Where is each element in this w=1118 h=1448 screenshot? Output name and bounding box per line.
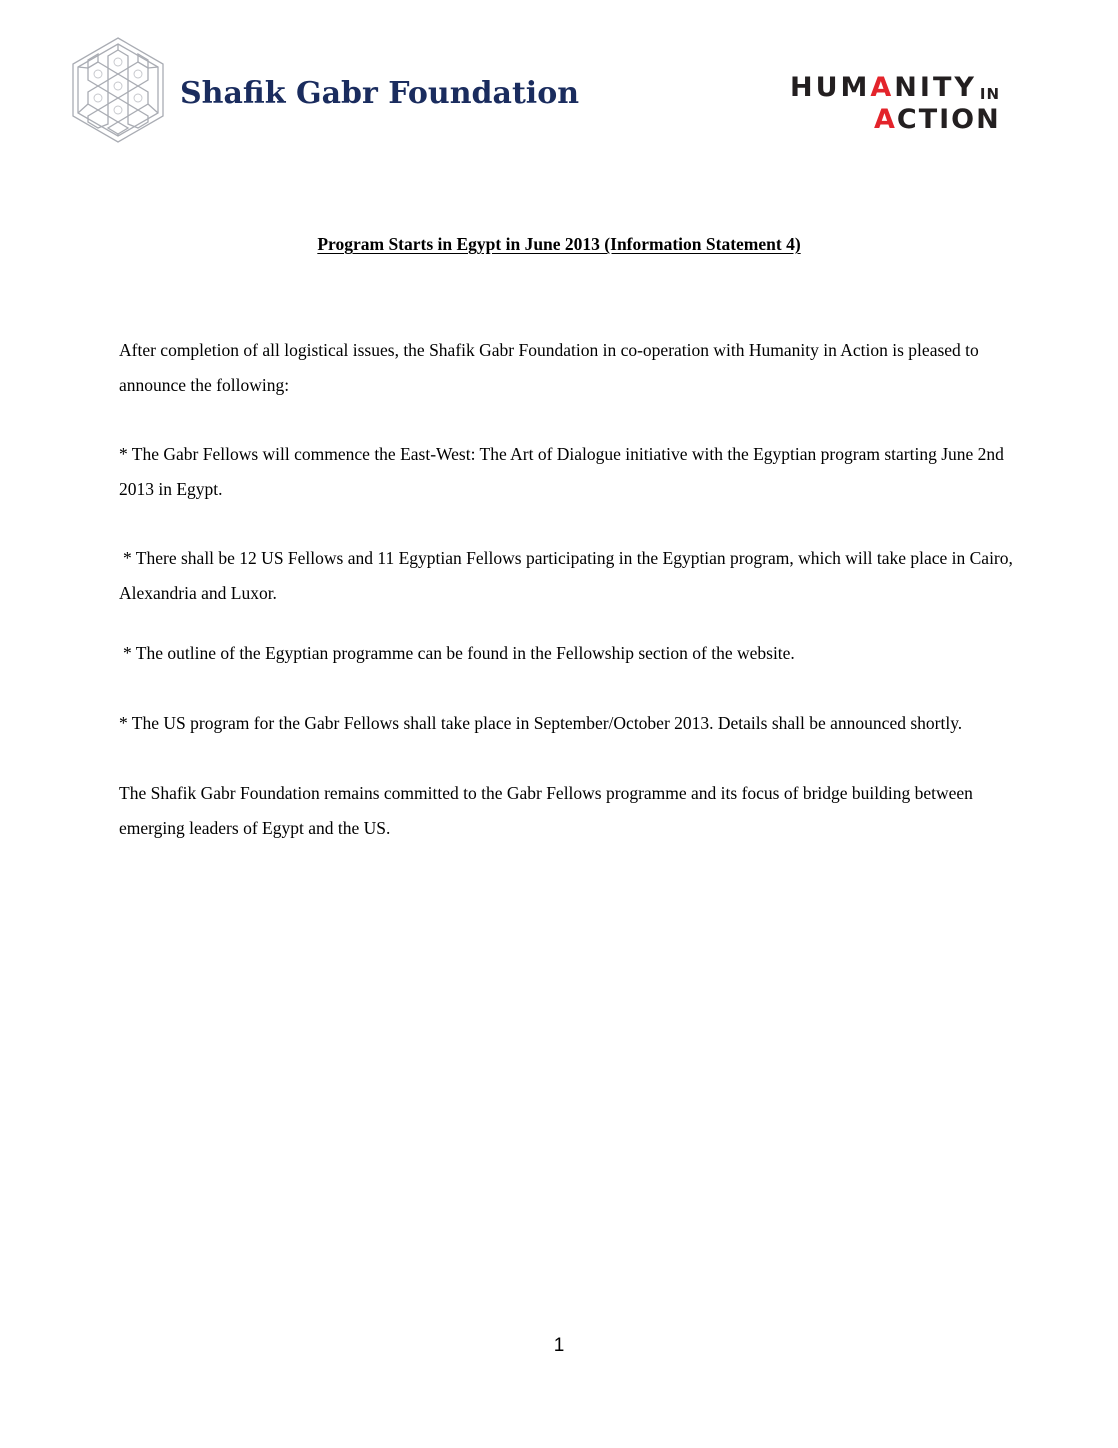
hexagon-lattice-icon xyxy=(70,36,166,144)
document-title: Program Starts in Egypt in June 2013 (Information Statement 4) xyxy=(317,234,801,254)
logo-line-humanity xyxy=(790,74,1000,102)
logo-accent-a-action: A xyxy=(874,104,897,135)
logo-text-ction: CTION xyxy=(896,104,1001,135)
page-number: 1 xyxy=(553,1335,565,1356)
logo-text-in: IN xyxy=(979,85,1001,103)
bullet-paragraph-3: * The outline of the Egyptian programme can be found in the Fellowship section of the website. xyxy=(123,643,795,663)
shafik-gabr-foundation-logo xyxy=(70,36,580,146)
humanity-in-action-logo xyxy=(790,68,1030,138)
bullet-paragraph-4: * The US program for the Gabr Fellows shall take place in September/October 2013. Details shall be announced shortly. xyxy=(119,713,963,733)
logo-line-action xyxy=(874,106,1001,133)
document-body xyxy=(119,333,1034,846)
foundation-name: Shafik Gabr Foundation xyxy=(180,76,580,111)
logo-text-nity: NITY xyxy=(894,72,977,103)
logo-accent-a: A xyxy=(870,72,895,103)
logo-text-hum: HUM xyxy=(790,72,871,103)
closing-paragraph: The Shafik Gabr Foundation remains committed to the Gabr Fellows programme and its focus of bridge building between emerging leaders of Egypt and the US. xyxy=(119,783,973,838)
bullet-paragraph-2: * There shall be 12 US Fellows and 11 Egyptian Fellows participating in the Egyptian program, which will take place in Cairo, Alexandria and Luxor. xyxy=(119,548,1013,603)
bullet-paragraph-1: * The Gabr Fellows will commence the East-West: The Art of Dialogue initiative with the Egyptian program starting June 2nd 2013 in Egypt. xyxy=(119,444,1004,499)
intro-paragraph: After completion of all logistical issues, the Shafik Gabr Foundation in co-operation with Humanity in Action is pleased to announce the following: xyxy=(119,340,979,395)
